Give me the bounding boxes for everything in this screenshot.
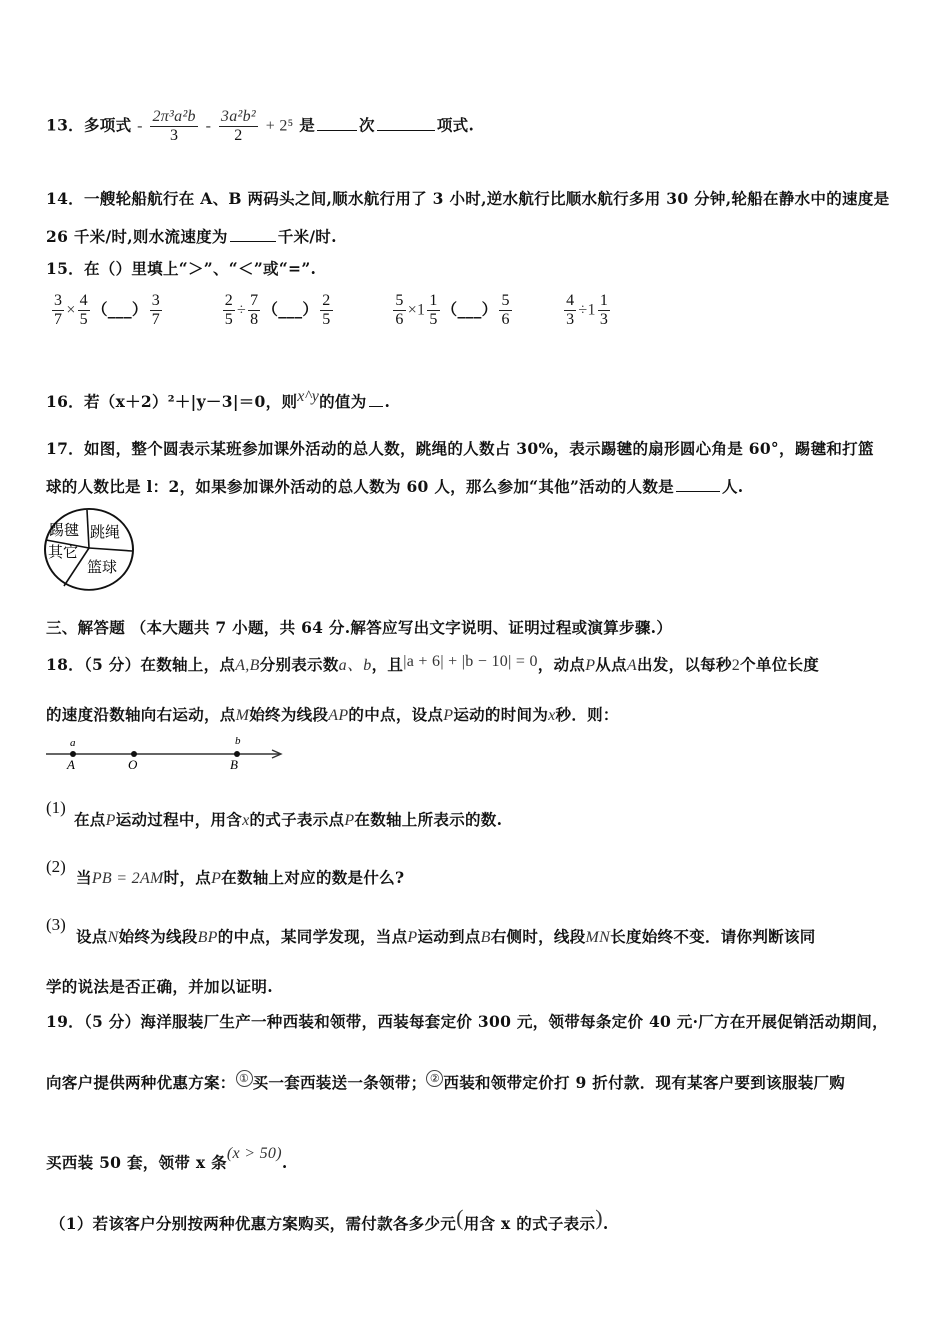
q18-part2-mark: (2) (46, 857, 66, 876)
q15-item-1: $\frac{3}{7}$ × $\frac{4}{5}$ （___） $\frac{3}{7}$ (54, 292, 161, 328)
section-title: 三、解答题 （本大题共 7 小题，共 64 分.解答应写出文字说明、证明过程或演算步骤.） (46, 618, 673, 637)
q15-stem: 15．在（）里填上“＞”、“＜”或“=”. (46, 259, 317, 278)
q15-item-2: $\frac{2}{5}$ ÷ $\frac{7}{8}$ （___） $\frac{2}{5}$ (224, 292, 331, 328)
q17-line2: 球的人数比是 l：2，如果参加课外活动的总人数为 60 人，那么参加“其他”活动的人数是 人. (46, 477, 744, 496)
q19-condition: (x > 50) (226, 1145, 282, 1162)
q15-item-4: $\frac{4}{3}$ ÷1 $\frac{1}{3}$ (566, 292, 609, 328)
pie-label-tijian: 踢毽 (49, 521, 80, 539)
svg-text:a: a (70, 737, 76, 749)
answer-blank[interactable] (676, 477, 720, 492)
q19-line3: 买西装 50 套，领带 x 条(x > 50). (46, 1145, 288, 1172)
q13-prefix: 多项式 (83, 115, 132, 135)
svg-text:b: b (235, 735, 241, 747)
answer-blank[interactable] (230, 227, 276, 242)
q18-part3-line1: 设点N始终为线段BP的中点，某同学发现，当点P运动到点B右侧时，线段MN长度始终不变．请你判断该同 (76, 927, 816, 946)
pie-divider (89, 548, 132, 551)
pie-label-lanqiu: 篮球 (87, 558, 118, 576)
q18-part2: 当PB = 2AM时，点P在数轴上对应的数是什么? (76, 868, 405, 887)
pie-label-qita: 其它 (48, 543, 79, 561)
svg-text:O: O (128, 757, 138, 772)
q19-sub1: （1）若该客户分别按两种优惠方案购买，需付款各多少元(用含 x 的式子表示). (50, 1205, 609, 1233)
q19-line1: 19．（5 分）海洋服装厂生产一种西装和领带，西装每套定价 300 元，领带每条定价 40 元·厂方在开展促销活动期间， (46, 1012, 888, 1031)
pie-divider (87, 510, 89, 548)
svg-text:A: A (67, 757, 75, 772)
q13-term3: + 2⁵ (265, 117, 294, 135)
q18-part1: 在点P运动过程中，用含x的式子表示点P在数轴上所表示的数. (74, 810, 503, 829)
svg-text:B: B (230, 757, 238, 772)
q13-number: 13． (46, 115, 84, 135)
answer-blank[interactable] (317, 116, 357, 131)
circled-two: ② (426, 1070, 443, 1087)
q17-line1: 17．如图，整个圆表示某班参加课外活动的总人数，跳绳的人数占 30%，表示踢毽的扇形圆心角是 60°，踢毽和打篮 (46, 439, 874, 458)
q16: 16．若（x＋2）²＋|y－3|＝0，则x^y的值为 . (46, 388, 391, 411)
q13: 13．多项式 - $\frac{\text{2π³a²b}}{3}$ - $\frac{\text{3a²b²}}{2}$ + 2⁵ 是 次 项式. (46, 108, 475, 144)
q18-line1: 18．（5 分）在数轴上，点A,B分别表示数a、b，且|a + 6| + |b − 10| = 0，动点P从点A出发，以每秒2个单位长度 (46, 653, 820, 674)
q13-term1: $\frac{\text{2π³a²b}}{3}$ (152, 108, 196, 144)
q18-abs-equation: |a + 6| + |b − 10| = 0 (403, 653, 538, 670)
q14-line1: 14．一艘轮船航行在 A、B 两码头之间,顺水航行用了 3 小时,逆水航行比顺水航行多用 30 分钟,轮船在静水中的速度是 (46, 189, 890, 208)
q18-part1-mark: (1) (46, 798, 66, 817)
q19-line2: 向客户提供两种优惠方案： ① 买一套西装送一条领带； ② 西装和领带定价打 9 折付款．现有某客户要到该服装厂购 (46, 1072, 846, 1092)
q14-line2: 26 千米/时,则水流速度为 千米/时. (46, 227, 337, 246)
q17-pie-chart (42, 508, 138, 592)
pie-label-tiaosheng: 跳绳 (90, 523, 121, 541)
q15-items (50, 292, 612, 329)
answer-blank[interactable] (369, 392, 383, 407)
q16-expr: x^y (297, 388, 320, 405)
q13-term2: $\frac{\text{3a²b²}}{2}$ (220, 108, 256, 144)
q15-item-3: $\frac{5}{6}$ ×1 $\frac{1}{5}$ （___） $\frac{5}{6}$ (395, 292, 510, 328)
answer-blank[interactable] (377, 116, 435, 131)
q18-number-line (44, 732, 294, 772)
q18-part3-line2: 学的说法是否正确，并加以证明. (46, 977, 273, 996)
q18-part3-mark: (3) (46, 915, 66, 934)
circled-one: ① (236, 1070, 253, 1087)
q18-line2: 的速度沿数轴向右运动，点M始终为线段AP的中点，设点P运动的时间为x秒．则： (46, 705, 619, 724)
